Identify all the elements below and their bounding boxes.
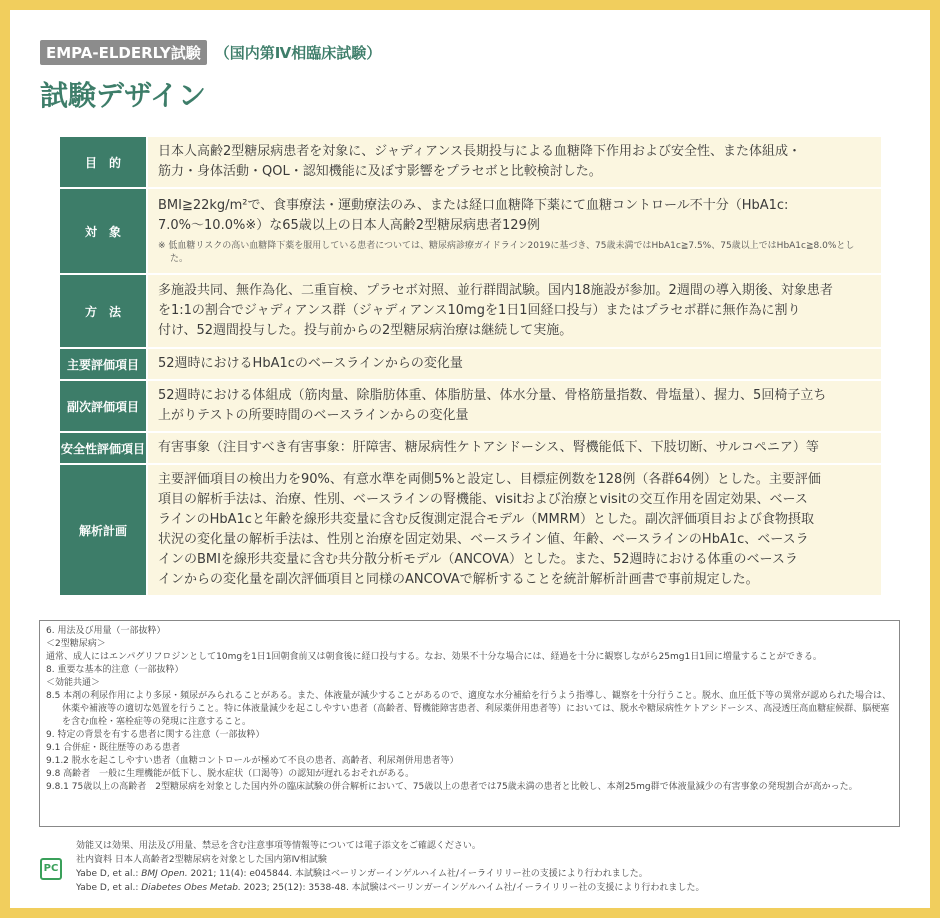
text-line: 筋力・身体活動・QOL・認知機能に及ぼす影響をプラセボと比較検討した。 — [158, 164, 602, 179]
header — [40, 40, 381, 65]
footnote: ※ 低血糖リスクの高い血糖降下薬を服用している患者については、糖尿病診療ガイドライン2019に基づき、75歳未満ではHbA1c≧7.5%、75歳以上ではHbA1c≧8.0%とした。 — [158, 241, 855, 264]
ref-details: 2023; 25(12): 3538-48. 本試験はベーリンガーインゲルハイム社/イーライリリー社の支援により行われました。 — [240, 883, 705, 893]
text-line: 52週時におけるHbA1cのベースラインからの変化量 — [158, 356, 463, 371]
text-line: インからの変化量を副次評価項目と同様のANCOVAで解析することを統計解析計画書で事前規定した。 — [158, 572, 759, 587]
row-label: 対 象 — [60, 189, 146, 273]
row-method — [60, 275, 881, 347]
prescribing-info-box — [39, 620, 900, 827]
trial-subtitle: （国内第Ⅳ相臨床試験） — [214, 44, 382, 62]
page-title: 試験デザイン — [40, 79, 207, 112]
text-line: BMI≧22kg/m²で、食事療法・運動療法のみ、または経口血糖降下薬にて血糖コントロール不十分（HbA1c: — [158, 198, 789, 213]
footer-reference — [76, 867, 704, 881]
text-line: インのBMIを線形共変量に含む共分散分析モデル（ANCOVA）とした。また、52週時における体重のベースラ — [158, 552, 798, 567]
info-text: 9.8.1 75歳以上の高齢者 2型糖尿病を対象とした国内外の臨床試験の併合解析において、75歳以上の患者では75歳未満の患者と比較し、本剤25mg群で体液量減少の有害事象の発現割合が高かった。 — [46, 782, 858, 792]
row-secondary-endpoint — [60, 381, 881, 431]
footer-note: 効能又は効果、用法及び用量、禁忌を含む注意事項等情報等については電子添文をご確認ください。 — [76, 841, 481, 851]
row-safety-endpoint — [60, 433, 881, 463]
subheading: ＜効能共通＞ — [46, 678, 101, 688]
row-primary-endpoint — [60, 349, 881, 379]
info-text: 8.5 本剤の利尿作用により多尿・頻尿がみられることがある。また、体液量が減少することがあるので、適度な水分補給を行うよう指導し、観察を十分行うこと。脱水、血圧低下等の異常が認められた場合は、休薬や補液等の適切な処置を行うこと。特に体液量減少を起こしやすい患者（高齢者、腎機能障害患者、利尿薬併用患者等）においては、脱水や糖尿病性ケトアシドーシス、高浸透圧高血糖症候群、脳梗塞を含む血栓・塞栓症等の発現に注意すること。 — [46, 691, 891, 727]
text-line: 有害事象（注目すべき有害事象：肝障害、糖尿病性ケトアシドーシス、腎機能低下、下肢切断、サルコペニア）等 — [158, 440, 819, 455]
row-content — [146, 433, 881, 463]
row-target — [60, 189, 881, 273]
row-label: 方 法 — [60, 275, 146, 347]
row-label: 安全性評価項目 — [60, 433, 146, 463]
row-purpose — [60, 137, 881, 187]
text-line: 項目の解析手法は、治療、性別、ベースラインの腎機能、visitおよび治療とvisitの交互作用を固定効果、ベース — [158, 492, 808, 507]
section-heading: 8. 重要な基本的注意（一部抜粋） — [46, 665, 184, 675]
text-line: 多施設共同、無作為化、二重盲検、プラセボ対照、並行群間試験。国内18施設が参加。2週間の導入期後、対象患者 — [158, 283, 833, 298]
ref-journal: BMJ Open. — [141, 869, 188, 879]
text-line: 状況の変化量の解析手法は、性別と治療を固定効果、ベースライン値、年齢、ベースラインのHbA1c、ベースラ — [158, 532, 809, 547]
design-table — [60, 135, 881, 597]
row-content — [146, 189, 881, 273]
info-text: 9.1 合併症・既往歴等のある患者 — [46, 743, 181, 753]
text-line: 上がりテストの所要時間のベースラインからの変化量 — [158, 408, 469, 423]
row-analysis-plan — [60, 465, 881, 595]
ref-author: Yabe D, et al.: — [76, 883, 142, 893]
row-content — [146, 137, 881, 187]
row-label: 副次評価項目 — [60, 381, 146, 431]
footer-source: 社内資料 日本人高齢者2型糖尿病を対象とした国内第Ⅳ相試験 — [76, 855, 327, 865]
row-content — [146, 381, 881, 431]
row-content — [146, 275, 881, 347]
text-line: 日本人高齢2型糖尿病患者を対象に、ジャディアンス長期投与による血糖降下作用および安全性、また体組成・ — [158, 144, 802, 159]
text-line: ラインのHbA1cと年齢を線形共変量に含む反復測定混合モデル（MMRM）とした。副次評価項目および食物摂取 — [158, 512, 814, 527]
row-label: 解析計画 — [60, 465, 146, 595]
row-label: 目 的 — [60, 137, 146, 187]
text-line: 主要評価項目の検出力を90%、有意水準を両側5%と設定し、目標症例数を128例（各群64例）とした。主要評価 — [158, 472, 821, 487]
section-heading: 9. 特定の背景を有する患者に関する注意（一部抜粋） — [46, 730, 265, 740]
footer — [76, 839, 704, 895]
info-text: 9.8 高齢者 一般に生理機能が低下し、脱水症状（口渇等）の認知が遅れるおそれがある。 — [46, 769, 415, 779]
page — [10, 10, 930, 908]
row-content — [146, 465, 881, 595]
ref-author: Yabe D, et al.: — [76, 869, 142, 879]
text-line: 7.0%〜10.0%※）な65歳以上の日本人高齢2型糖尿病患者129例 — [158, 218, 540, 233]
info-text: 9.1.2 脱水を起こしやすい患者（血糖コントロールが極めて不良の患者、高齢者、利尿剤併用患者等） — [46, 756, 459, 766]
pc-logo-icon: PC — [40, 858, 62, 880]
footer-reference — [76, 881, 704, 895]
text-line: を1:1の割合でジャディアンス群（ジャディアンス10mgを1日1回経口投与）またはプラセボ群に無作為に割り — [158, 303, 801, 318]
ref-journal: Diabetes Obes Metab. — [141, 883, 241, 893]
trial-tag: EMPA-ELDERLY試験 — [40, 40, 207, 65]
row-label: 主要評価項目 — [60, 349, 146, 379]
info-text: 通常、成人にはエンパグリフロジンとして10mgを1日1回朝食前又は朝食後に経口投与する。なお、効果不十分な場合には、経過を十分に観察しながら25mg1日1回に増量することができる。 — [46, 652, 822, 662]
subheading: ＜2型糖尿病＞ — [46, 639, 106, 649]
text-line: 52週時における体組成（筋肉量、除脂肪体重、体脂肪量、体水分量、骨格筋量指数、骨塩量）、握力、5回椅子立ち — [158, 388, 827, 403]
text-line: 付け、52週間投与した。投与前からの2型糖尿病治療は継続して実施。 — [158, 323, 573, 338]
row-content — [146, 349, 881, 379]
section-heading: 6. 用法及び用量（一部抜粋） — [46, 626, 166, 636]
ref-details: 2021; 11(4): e045844. 本試験はベーリンガーインゲルハイム社/イーライリリー社の支援により行われました。 — [187, 869, 648, 879]
